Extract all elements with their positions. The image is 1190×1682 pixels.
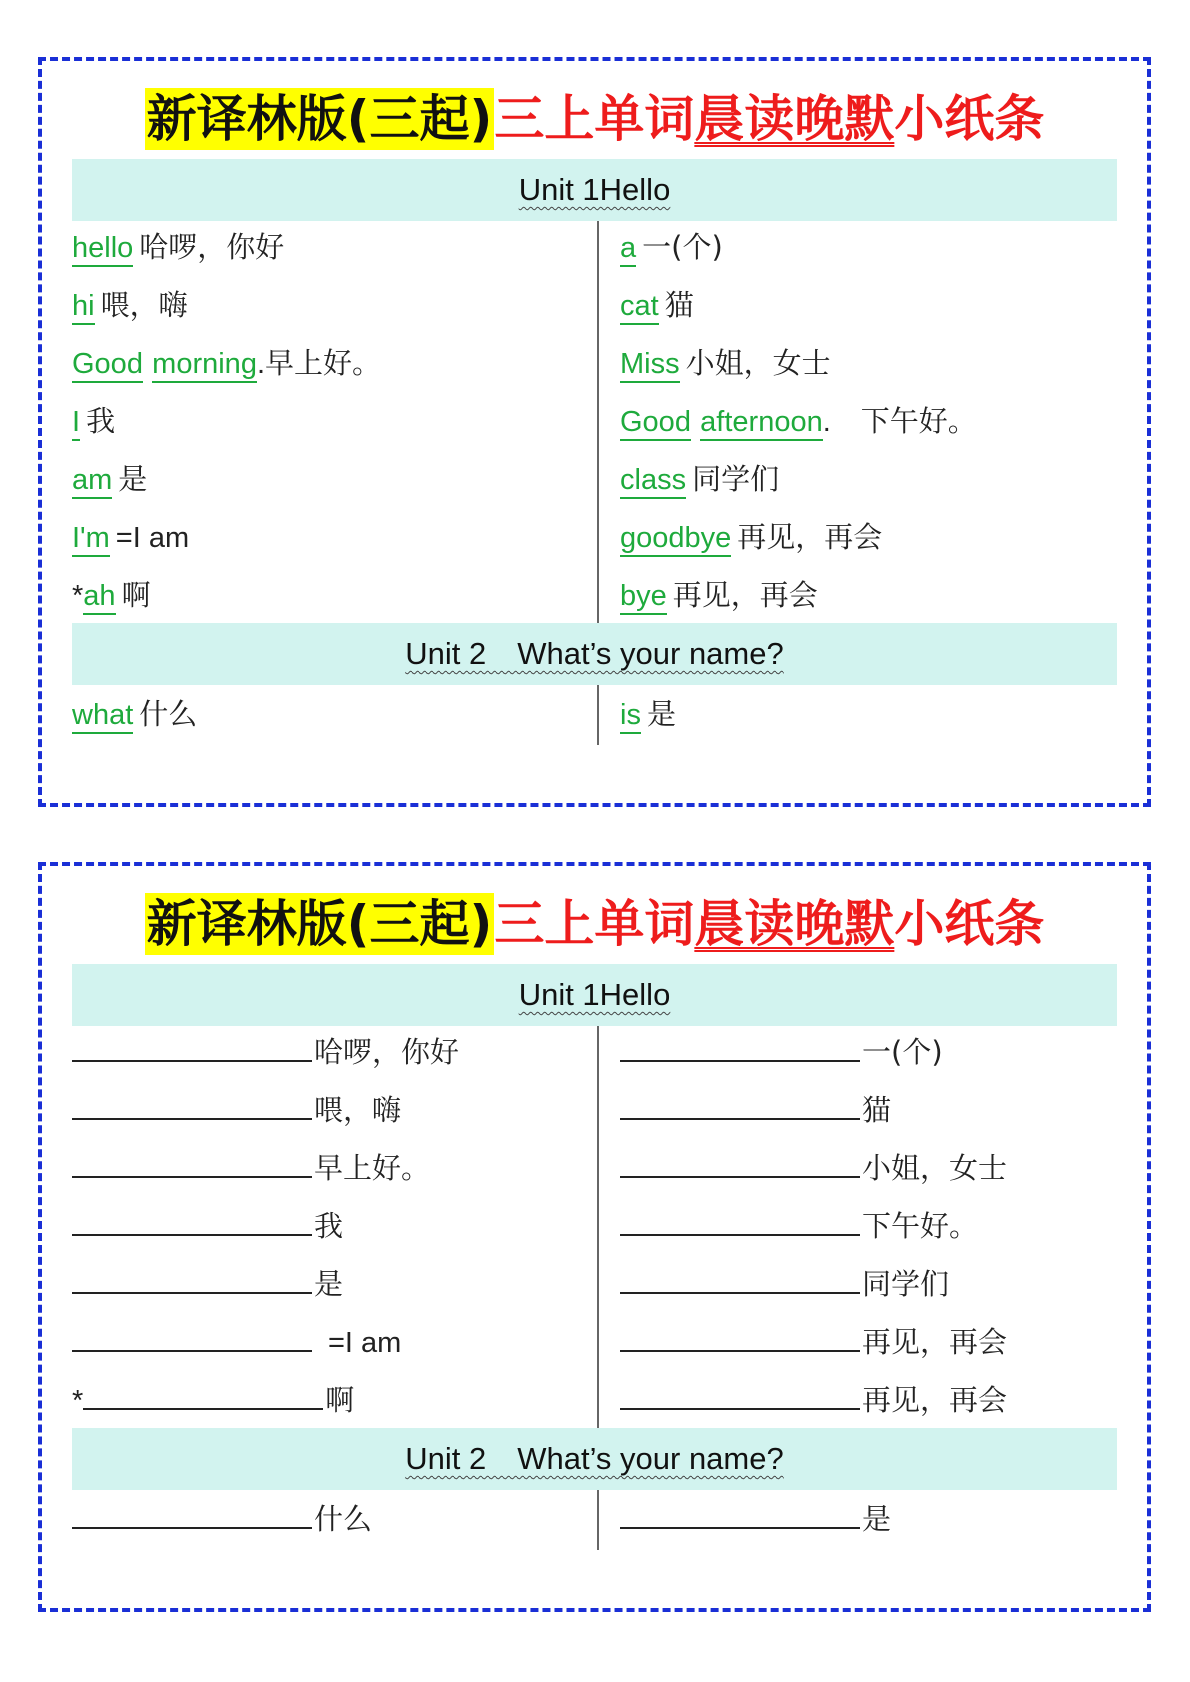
answer-blank[interactable] (620, 1324, 860, 1352)
answer-blank[interactable] (72, 1092, 312, 1120)
word-row (72, 683, 197, 745)
unit-2-title: Unit 2 What’s your name? (405, 636, 784, 671)
card-title (42, 888, 1147, 960)
chinese-meaning: 什么 (139, 697, 198, 731)
english-word: what (72, 699, 133, 734)
chinese-meaning: 早上好。 (265, 346, 382, 380)
word-row (72, 274, 188, 336)
dictation-row (620, 1079, 891, 1141)
dictation-row (620, 1311, 1007, 1373)
chinese-meaning: 我 (86, 404, 116, 438)
word-row (72, 448, 147, 510)
chinese-meaning: 小姐，女士 (685, 346, 831, 380)
punctuation: . (822, 406, 831, 438)
chinese-meaning: 啊 (121, 578, 151, 612)
chinese-meaning: 一(个) (642, 230, 723, 264)
english-word: I'm (72, 522, 110, 557)
english-word: Good (72, 348, 143, 383)
english-word: morning (152, 348, 257, 383)
word-row (620, 216, 723, 278)
chinese-meaning: 是 (862, 1502, 892, 1536)
answer-blank[interactable] (72, 1501, 312, 1529)
title-red-1: 三上单词 (494, 895, 695, 953)
title-highlight: 新译林版(三起) (146, 90, 493, 148)
title-underlined: 晨读晚默 (694, 895, 895, 953)
chinese-meaning: 喂，嗨 (314, 1093, 402, 1127)
unit-1-title: Unit 1Hello (518, 977, 671, 1012)
chinese-meaning: 什么 (314, 1502, 373, 1536)
unit-1-header (72, 159, 1117, 221)
dictation-row (72, 1488, 372, 1550)
chinese-meaning: 再见，再会 (737, 520, 883, 554)
english-word: hi (72, 290, 95, 325)
dictation-row (72, 1311, 401, 1373)
answer-blank[interactable] (72, 1324, 312, 1352)
word-row (620, 683, 676, 745)
english-word: Miss (620, 348, 680, 383)
column-divider (597, 221, 599, 623)
unit-2-header (72, 1428, 1117, 1490)
word-row (72, 390, 115, 452)
answer-blank[interactable] (620, 1266, 860, 1294)
dictation-row (72, 1369, 354, 1431)
answer-blank[interactable] (72, 1150, 312, 1178)
english-word: hello (72, 232, 133, 267)
answer-blank[interactable] (72, 1208, 312, 1236)
column-divider (597, 1490, 599, 1550)
title-underlined: 晨读晚默 (694, 90, 895, 148)
chinese-meaning: 同学们 (692, 462, 780, 496)
answer-blank[interactable] (620, 1092, 860, 1120)
dictation-row (620, 1369, 1007, 1431)
dictation-row (72, 1253, 343, 1315)
dictation-row (620, 1021, 943, 1083)
answer-blank[interactable] (620, 1208, 860, 1236)
title-red-1: 三上单词 (494, 90, 695, 148)
english-word: Good (620, 406, 691, 441)
dictation-row (620, 1488, 891, 1550)
word-row (72, 506, 189, 568)
word-row (620, 564, 818, 626)
english-word: cat (620, 290, 659, 325)
optional-marker: * (72, 1385, 84, 1417)
word-row (620, 332, 831, 394)
chinese-meaning: 下午好。 (860, 404, 977, 438)
chinese-meaning: 再见，再会 (672, 578, 818, 612)
column-divider (597, 1026, 599, 1428)
word-row (72, 564, 151, 626)
chinese-meaning: =I am (328, 1327, 402, 1359)
answer-blank[interactable] (72, 1034, 312, 1062)
dictation-card (38, 862, 1151, 1612)
title-red-2: 小纸条 (894, 90, 1045, 148)
chinese-meaning: 同学们 (862, 1267, 950, 1301)
english-word: a (620, 232, 636, 267)
chinese-meaning: =I am (115, 522, 190, 554)
word-row (620, 448, 779, 510)
unit-2-title: Unit 2 What’s your name? (405, 1441, 784, 1476)
dictation-row (620, 1253, 949, 1315)
word-row (620, 506, 882, 568)
chinese-meaning: 哈啰，你好 (314, 1035, 460, 1069)
chinese-meaning: 喂，嗨 (100, 288, 188, 322)
answer-blank[interactable] (620, 1501, 860, 1529)
unit-2-header (72, 623, 1117, 685)
word-row (620, 274, 694, 336)
chinese-meaning: 啊 (325, 1383, 355, 1417)
reading-card (38, 57, 1151, 807)
chinese-meaning: 一(个) (862, 1035, 943, 1069)
answer-blank[interactable] (620, 1150, 860, 1178)
english-word: goodbye (620, 522, 731, 557)
chinese-meaning: 是 (118, 462, 148, 496)
answer-blank[interactable] (72, 1266, 312, 1294)
chinese-meaning: 是 (314, 1267, 344, 1301)
english-word: class (620, 464, 686, 499)
dictation-row (72, 1079, 401, 1141)
english-word: I (72, 406, 80, 441)
punctuation: . (256, 348, 266, 380)
chinese-meaning: 早上好。 (314, 1151, 431, 1185)
english-word: ah (83, 580, 115, 615)
chinese-meaning: 猫 (862, 1093, 892, 1127)
english-word: bye (620, 580, 667, 615)
dictation-row (620, 1195, 978, 1257)
chinese-meaning: 我 (314, 1209, 344, 1243)
english-word: am (72, 464, 112, 499)
word-row (72, 332, 381, 394)
unit-1-header (72, 964, 1117, 1026)
answer-blank[interactable] (83, 1382, 323, 1410)
unit-1-title: Unit 1Hello (518, 172, 671, 207)
answer-blank[interactable] (620, 1382, 860, 1410)
chinese-meaning: 再见，再会 (862, 1383, 1008, 1417)
dictation-row (72, 1021, 459, 1083)
answer-blank[interactable] (620, 1034, 860, 1062)
column-divider (597, 685, 599, 745)
chinese-meaning: 再见，再会 (862, 1325, 1008, 1359)
dictation-row (72, 1137, 430, 1199)
card-title (42, 83, 1147, 155)
english-word: afternoon (700, 406, 823, 441)
chinese-meaning: 猫 (664, 288, 694, 322)
dictation-row (620, 1137, 1007, 1199)
dictation-row (72, 1195, 343, 1257)
chinese-meaning: 是 (646, 697, 676, 731)
word-row (620, 390, 977, 452)
word-row (72, 216, 284, 278)
chinese-meaning: 哈啰，你好 (139, 230, 285, 264)
title-highlight: 新译林版(三起) (146, 895, 493, 953)
chinese-meaning: 下午好。 (862, 1209, 979, 1243)
english-word: is (620, 699, 641, 734)
title-red-2: 小纸条 (894, 895, 1045, 953)
chinese-meaning: 小姐，女士 (862, 1151, 1008, 1185)
optional-marker: * (72, 580, 84, 612)
